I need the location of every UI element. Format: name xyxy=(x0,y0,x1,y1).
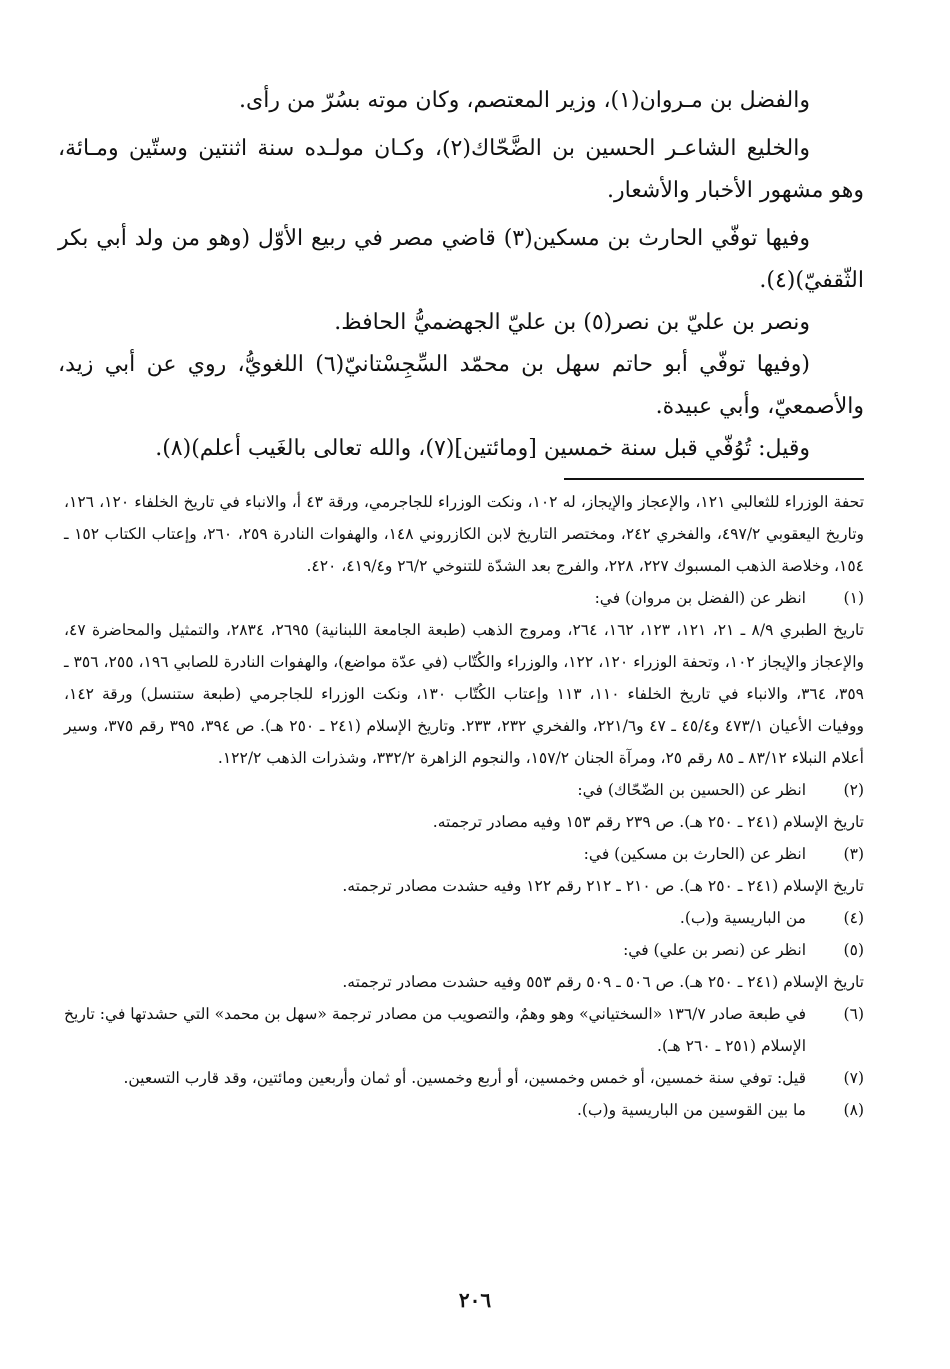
footnote-line: انظر عن (نصر بن علي) في: xyxy=(623,941,806,959)
paragraph-1: والفضل بن مـروان(١)، وزير المعتصم، وكان موته بسُرّ من رأى. xyxy=(239,88,810,113)
paragraph-4: ونصر بن عليّ بن نصر(٥) بن عليّ الجهضميُّ الحافظ. xyxy=(334,310,810,335)
page-number: ٢٠٦ xyxy=(458,1288,492,1312)
footnote-6 xyxy=(64,998,864,1062)
footnote-line: انظر عن (الفضل بن مروان) في: xyxy=(594,589,806,607)
footnote-body xyxy=(64,774,806,806)
paragraph-3: وفيها توفّي الحارث بن مسكين(٣) قاضي مصر في ربيع الأوّل (وهو من ولد أبي بكر الثّقفيّ)(٤). xyxy=(58,226,864,293)
footnote-line: تاريخ الطبري ٨/٩ ـ ٢١، ١٢١، ١٢٣، ١٦٢، ٢٦٤، ومروج الذهب (طبعة الجامعة اللبنانية) ٢٦٩٥، ٢٨٣٤، والتمثيل والمحاضرة ٤٧، والإعجاز والإيجاز ١٠٢، وتحفة الوزراء ١٢٠، ١٢٢، والوزراء والكُتّاب (في عدّة مواضع)، والهفوات النادرة للصابي ١٩٦، ٢٥٥، ٣٥٦ ـ ٣٥٩، ٣٦٤، والانباء في تاريخ الخلفاء ١١٠، ١١٣ وإعتاب الكُتّاب ١٣٠، ونكت الوزراء للجاجرمي (طبعة ستنسل) ورقة ١٤٢، ووفيات الأعيان ٤٧٣/١ و٤٥/٤ ـ ٤٧ و٢٢١/٦، والفخري ٢٣٢، ٢٣٣. وتاريخ الإسلام (٢٤١ ـ ٢٥٠ هـ). ص ٣٩٤، ٣٩٥ رقم ٣٧٥، وسير أعلام النبلاء ٨٣/١٢ ـ ٨٥ رقم ٢٥، ومرآة الجنان ١٥٧/٢، والنجوم الزاهرة ٣٣٢/٢، وشذرات الذهب ١٢٢/٢. xyxy=(64,621,865,767)
footnotes xyxy=(64,486,864,1126)
footnote-5 xyxy=(64,934,864,966)
footnote-number: (١) xyxy=(843,589,864,607)
footnote-line: انظر عن (الحسين بن الضّحّاك) في: xyxy=(577,781,806,799)
paragraph-5: (وفيها توفّي أبو حاتم سهل بن محمّد السِّجِسْتانيّ(٦) اللغويُّ، روي عن أبي زيد، والأصمعيّ، وأبي عبيدة. xyxy=(58,352,864,419)
footnote-line: من الباريسية و(ب). xyxy=(679,909,806,927)
footnote-line: انظر عن (الحارث بن مسكين) في: xyxy=(583,845,806,863)
paragraph-2: والخليع الشاعـر الحسين بن الضَّحّاك(٢)، وكـان مولـده سنة اثنتين وستّين ومـائة، وهو مشهور الأخبار والأشعار. xyxy=(58,136,864,203)
footnote-2 xyxy=(64,774,864,806)
footnote-4 xyxy=(64,902,864,934)
footnote-8 xyxy=(64,1094,864,1126)
footnote-line: ما بين القوسين من الباريسية و(ب). xyxy=(576,1101,806,1119)
footnote-number: (٧) xyxy=(843,1069,864,1087)
footnote-line: تاريخ الإسلام (٢٤١ ـ ٢٥٠ هـ). ص ٥٠٦ ـ ٥٠٩ رقم ٥٥٣ وفيه حشدت مصادر ترجمته. xyxy=(342,973,864,991)
paragraph-6: وقيل: تُوُفّي قبل سنة خمسين [ومائتين](٧)، والله تعالى بالغَيب أعلم)(٨). xyxy=(155,436,810,461)
footnote-7 xyxy=(64,1062,864,1094)
footnote-number: (٣) xyxy=(843,845,864,863)
footnote-3 xyxy=(64,838,864,870)
footnote-number: (٥) xyxy=(843,941,864,959)
footnote-number: (٦) xyxy=(843,1005,864,1023)
footnote-1 xyxy=(64,582,864,614)
main-text xyxy=(58,80,864,470)
footnote-body xyxy=(64,582,806,614)
footnote-body xyxy=(64,1062,806,1094)
footnote-body xyxy=(64,1094,806,1126)
footnote-divider xyxy=(564,478,864,480)
footnote-line: تاريخ الإسلام (٢٤١ ـ ٢٥٠ هـ). ص ٢٣٩ رقم ١٥٣ وفيه مصادر ترجمته. xyxy=(432,813,864,831)
footnote-number: (٢) xyxy=(843,781,864,799)
footnote-number: (٨) xyxy=(843,1101,864,1119)
footnote-number: (٤) xyxy=(843,909,864,927)
footnote-body xyxy=(64,902,806,934)
footnote-line: قيل: توفي سنة خمسين، أو خمس وخمسين، أو أربع وخمسين. أو ثمان وأربعين ومائتين، وقد قارب التسعين. xyxy=(123,1069,806,1087)
footnote-body xyxy=(64,934,806,966)
footnote-continuation: تحفة الوزراء للثعالبي ١٢١، والإعجاز والإيجاز، له ١٠٢، ونكت الوزراء للجاجرمي، ورقة ٤٣ أ، والانباء في تاريخ الخلفاء ١٢٠، ١٢٦، وتاريخ اليعقوبي ٤٩٧/٢، والفخري ٢٤٢، ومختصر التاريخ لابن الكازروني ١٤٨، والهفوات النادرة ٢٥٩، ٢٦٠، وإعتاب الكتاب ١٥٢ ـ ١٥٤، وخلاصة الذهب المسبوك ٢٢٧، ٢٢٨، والفرج بعد الشدّة للتنوخي ٢٦/٢ و٤١٩/٤، ٤٢٠. xyxy=(64,493,865,575)
footnote-line: تاريخ الإسلام (٢٤١ ـ ٢٥٠ هـ). ص ٢١٠ ـ ٢١٢ رقم ١٢٢ وفيه حشدت مصادر ترجمته. xyxy=(342,877,864,895)
footnote-body xyxy=(64,998,806,1062)
footnote-line: في طبعة صادر ١٣٦/٧ «السختياني» وهو وهمٌ، والتصويب من مصادر ترجمة «سهل بن محمد» التي حشدتها في: تاريخ الإسلام (٢٥١ ـ ٢٦٠ هـ). xyxy=(64,1005,806,1055)
footnote-body xyxy=(64,838,806,870)
